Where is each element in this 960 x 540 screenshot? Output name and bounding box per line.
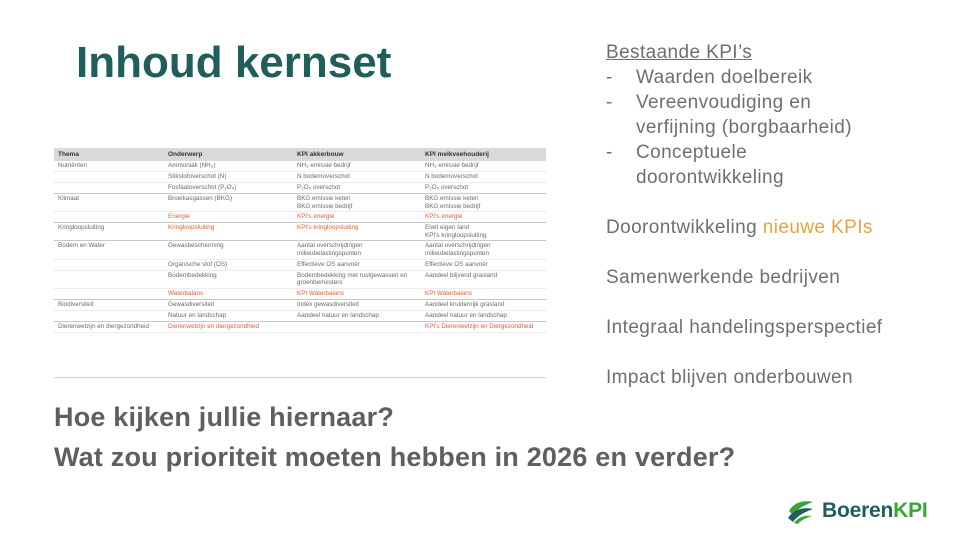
- item-integraal-handelingsperspectief: Integraal handelingsperspectief: [606, 317, 883, 338]
- table-cell: Dierenwelzijn en diergezondheid: [54, 321, 164, 332]
- table-row: [54, 321, 546, 332]
- table-row: [54, 288, 546, 299]
- kpi-table: [54, 148, 546, 333]
- table-cell: Bodem en Water: [54, 241, 164, 259]
- table-cell: P₂O₅ overschot: [421, 183, 546, 194]
- sprout-icon: [786, 497, 816, 525]
- item-doorontwikkeling: [606, 215, 946, 240]
- table-row: [54, 270, 546, 288]
- table-cell: [293, 321, 421, 332]
- table-cell: [54, 212, 164, 223]
- table-cell: Fosfaatoverschot (P₂O₅): [164, 183, 293, 194]
- item-doorontwikkeling-text: Doorontwikkeling: [606, 217, 763, 238]
- table-cell: N bodemoverschot: [421, 172, 546, 183]
- table-cell: Effectieve OS aanvoer: [421, 259, 546, 270]
- table-cell: Gewasdiversiteit: [164, 299, 293, 310]
- table-cell: KPI Waterbalans: [293, 288, 421, 299]
- table-cell: Broeikasgassen (BKG): [164, 194, 293, 212]
- boerenkpi-logo: [786, 495, 928, 527]
- table-cell: NH₃ emissie bedrijf: [421, 161, 546, 172]
- table-cell: N bodemoverschot: [293, 172, 421, 183]
- table-header-cell: Onderwerp: [164, 148, 293, 161]
- table-row: [54, 183, 546, 194]
- question-1: Hoe kijken jullie hiernaar?: [54, 402, 395, 432]
- table-header-cell: KPI melkveehouderij: [421, 148, 546, 161]
- table-cell: Kringloopsluiting: [164, 223, 293, 241]
- table-cell: BKG emissie keten BKG emissie bedrijf: [421, 194, 546, 212]
- bullet-item: [606, 90, 946, 140]
- logo-text-kpi: KPI: [893, 499, 928, 522]
- table-cell: Aantal overschrijdingen milieubelastingspunten: [421, 241, 546, 259]
- table-cell: Aandeel natuur en landschap: [293, 310, 421, 321]
- page-title: Inhoud kernset: [76, 38, 392, 87]
- logo-text: [822, 499, 928, 523]
- table-cell: Aandeel kruidenrijk grasland: [421, 299, 546, 310]
- table-row: [54, 172, 546, 183]
- table-row: [54, 161, 546, 172]
- table-cell: KPI’s energie: [293, 212, 421, 223]
- table-cell: Organische stof (OS): [164, 259, 293, 270]
- table-cell: Aandeel natuur en landschap: [421, 310, 546, 321]
- bullet-text: Vereenvoudiging en: [636, 92, 812, 113]
- table-cell: Ammoniak (NH₃): [164, 161, 293, 172]
- table-row: [54, 194, 546, 212]
- table-cell: Waterbalans: [164, 288, 293, 299]
- table-cell: [54, 172, 164, 183]
- bullet-item: [606, 65, 946, 90]
- existing-kpis-heading: Bestaande KPI’s: [606, 42, 753, 63]
- table-cell: Effectieve OS aanvoer: [293, 259, 421, 270]
- table-row: [54, 241, 546, 259]
- table-header-cell: Thema: [54, 148, 164, 161]
- table-cell: [54, 270, 164, 288]
- table-bottom-rule: [54, 377, 546, 378]
- table-header-cell: KPI akkerbouw: [293, 148, 421, 161]
- kpi-table-image: [54, 148, 546, 378]
- table-cell: Bodembedekking met rustgewassen en groenbemesters: [293, 270, 421, 288]
- table-cell: Klimaat: [54, 194, 164, 212]
- table-row: [54, 212, 546, 223]
- table-body: [54, 161, 546, 332]
- bullet-text: doorontwikkeling: [636, 167, 784, 188]
- bullet-item: [606, 140, 946, 190]
- new-kpis-highlight: nieuwe KPIs: [762, 217, 873, 238]
- table-cell: Aantal overschrijdingen milieubelastingspunten: [293, 241, 421, 259]
- table-cell: KPI’s Dierenwelzijn en Diergezondheid: [421, 321, 546, 332]
- question-2: Wat zou prioriteit moeten hebben in 2026 en verder?: [54, 442, 736, 472]
- bullet-dash: -: [606, 142, 613, 163]
- bullet-text: Waarden doelbereik: [636, 67, 813, 88]
- bullet-dash: -: [606, 67, 613, 88]
- logo-text-boeren: Boeren: [822, 499, 894, 522]
- table-cell: Bodembedekking: [164, 270, 293, 288]
- table-cell: NH₃ emissie bedrijf: [293, 161, 421, 172]
- table-cell: KPI’s kringloopsluiting: [293, 223, 421, 241]
- table-cell: KPI Waterbalans: [421, 288, 546, 299]
- table-cell: [54, 183, 164, 194]
- table-cell: P₂O₅ overschot: [293, 183, 421, 194]
- item-impact-onderbouwen: Impact blijven onderbouwen: [606, 367, 853, 388]
- table-cell: [54, 259, 164, 270]
- table-cell: Nutriënten: [54, 161, 164, 172]
- table-row: [54, 299, 546, 310]
- table-cell: Kringloopsluiting: [54, 223, 164, 241]
- table-cell: Index gewasdiversiteit: [293, 299, 421, 310]
- table-cell: Stikstofoverschot (N): [164, 172, 293, 183]
- table-cell: KPI’s energie: [421, 212, 546, 223]
- table-cell: Gewasbescherming: [164, 241, 293, 259]
- table-cell: Energie: [164, 212, 293, 223]
- table-header-row: [54, 148, 546, 161]
- bullet-text: Conceptuele: [636, 142, 748, 163]
- table-cell: Eiwit eigen land KPI’s kringloopsluiting: [421, 223, 546, 241]
- table-cell: [54, 310, 164, 321]
- table-cell: Aandeel blijvend grasland: [421, 270, 546, 288]
- table-cell: Natuur en landschap: [164, 310, 293, 321]
- table-row: [54, 310, 546, 321]
- table-row: [54, 259, 546, 270]
- table-cell: [54, 288, 164, 299]
- right-column: [606, 40, 946, 390]
- bullet-text: verfijning (borgbaarheid): [636, 117, 852, 138]
- table-row: [54, 223, 546, 241]
- table-cell: BKG emissie keten BKG emissie bedrijf: [293, 194, 421, 212]
- table-cell: Biodiversiteit: [54, 299, 164, 310]
- bullet-dash: -: [606, 92, 613, 113]
- item-samenwerkende-bedrijven: Samenwerkende bedrijven: [606, 267, 841, 288]
- table-cell: Dierenwelzijn en diergezondheid: [164, 321, 293, 332]
